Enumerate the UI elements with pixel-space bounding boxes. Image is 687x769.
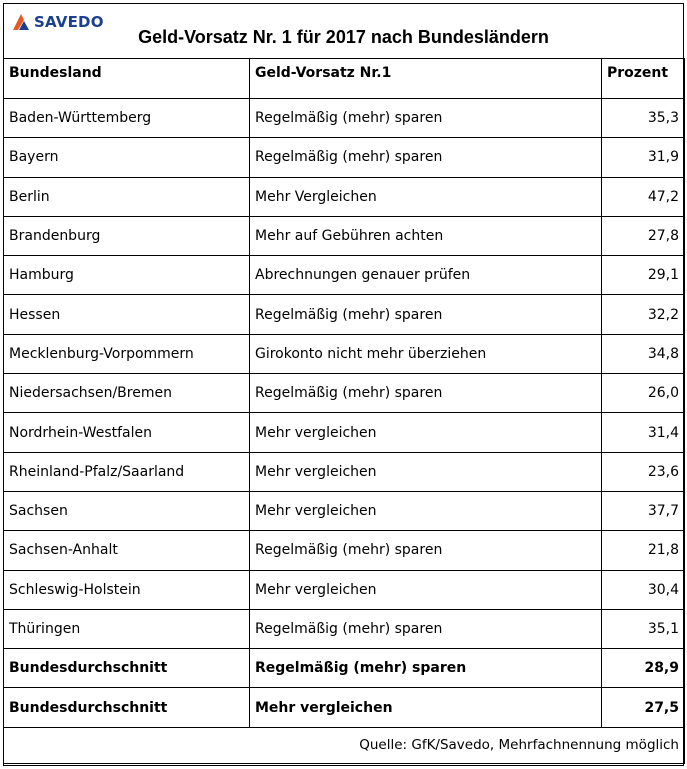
summary-row [4,649,685,688]
header-percent: Prozent [602,59,685,99]
table-row [4,177,685,216]
table-row [4,609,685,648]
cell-goal: Regelmäßig (mehr) sparen [250,649,602,688]
summary-row [4,688,685,727]
cell-percent: 23,6 [602,452,685,491]
cell-state: Rheinland-Pfalz/Saarland [4,452,250,491]
data-table [3,58,685,764]
cell-goal: Abrechnungen genauer prüfen [250,256,602,295]
table-row [4,216,685,255]
cell-goal: Mehr vergleichen [250,413,602,452]
cell-goal: Regelmäßig (mehr) sparen [250,531,602,570]
logo-text: SAVEDO [34,13,104,31]
cell-state: Thüringen [4,609,250,648]
cell-state: Bundesdurchschnitt [4,688,250,727]
cell-goal: Mehr vergleichen [250,570,602,609]
cell-goal: Mehr auf Gebühren achten [250,216,602,255]
cell-goal: Mehr vergleichen [250,688,602,727]
cell-percent: 47,2 [602,177,685,216]
table-row [4,99,685,138]
cell-state: Schleswig-Holstein [4,570,250,609]
cell-percent: 28,9 [602,649,685,688]
cell-state: Hamburg [4,256,250,295]
cell-percent: 27,8 [602,216,685,255]
cell-percent: 31,9 [602,138,685,177]
table-row [4,413,685,452]
page-title: Geld-Vorsatz Nr. 1 für 2017 nach Bundesländern [138,27,549,47]
table-row [4,491,685,530]
cell-goal: Regelmäßig (mehr) sparen [250,374,602,413]
cell-goal: Regelmäßig (mehr) sparen [250,295,602,334]
cell-state: Bayern [4,138,250,177]
table-row [4,531,685,570]
cell-goal: Regelmäßig (mehr) sparen [250,609,602,648]
cell-percent: 35,1 [602,609,685,648]
cell-state: Berlin [4,177,250,216]
table-row [4,570,685,609]
table-row [4,138,685,177]
cell-state: Brandenburg [4,216,250,255]
header-goal: Geld-Vorsatz Nr.1 [250,59,602,99]
cell-state: Niedersachsen/Bremen [4,374,250,413]
cell-goal: Mehr vergleichen [250,452,602,491]
header-row [4,59,685,99]
cell-percent: 37,7 [602,491,685,530]
cell-state: Baden-Württemberg [4,99,250,138]
cell-state: Sachsen [4,491,250,530]
cell-percent: 30,4 [602,570,685,609]
table-row [4,452,685,491]
table-row [4,295,685,334]
cell-percent: 26,0 [602,374,685,413]
header-state: Bundesland [4,59,250,99]
cell-percent: 21,8 [602,531,685,570]
source-row [4,727,685,763]
table-body [4,99,685,764]
cell-goal: Regelmäßig (mehr) sparen [250,138,602,177]
cell-state: Bundesdurchschnitt [4,649,250,688]
cell-state: Hessen [4,295,250,334]
cell-goal: Girokonto nicht mehr überziehen [250,334,602,373]
table-row [4,256,685,295]
cell-percent: 32,2 [602,295,685,334]
cell-goal: Regelmäßig (mehr) sparen [250,99,602,138]
table-row [4,374,685,413]
cell-percent: 29,1 [602,256,685,295]
cell-percent: 35,3 [602,99,685,138]
cell-percent: 31,4 [602,413,685,452]
cell-state: Mecklenburg-Vorpommern [4,334,250,373]
cell-percent: 34,8 [602,334,685,373]
source-note: Quelle: GfK/Savedo, Mehrfachnennung möglich [4,727,685,763]
cell-goal: Mehr Vergleichen [250,177,602,216]
cell-state: Nordrhein-Westfalen [4,413,250,452]
cell-state: Sachsen-Anhalt [4,531,250,570]
cell-goal: Mehr vergleichen [250,491,602,530]
cell-percent: 27,5 [602,688,685,727]
table-row [4,334,685,373]
